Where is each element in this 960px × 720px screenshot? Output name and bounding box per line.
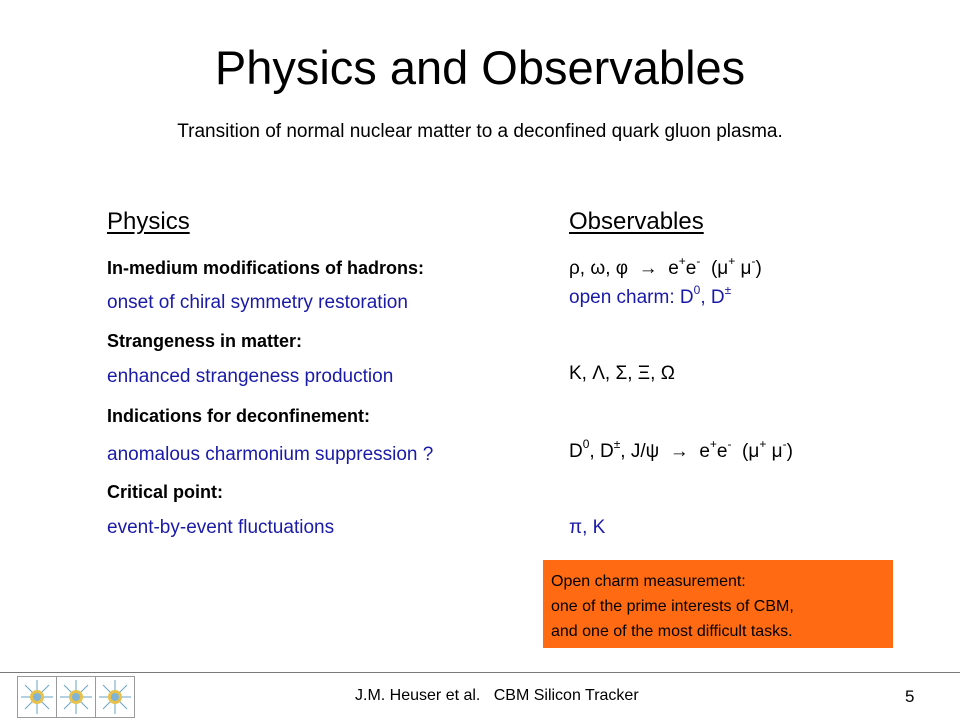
cbm-logo-icon — [17, 676, 135, 718]
physics-item-detail: anomalous charmonium suppression ? — [107, 444, 434, 465]
page-number: 5 — [905, 687, 915, 706]
footer-divider — [0, 672, 960, 673]
observables-column-heading: Observables — [569, 208, 704, 235]
physics-item-heading: Strangeness in matter: — [107, 331, 303, 351]
physics-item-detail: event-by-event fluctuations — [107, 517, 335, 538]
physics-item-heading: In-medium modifications of hadrons: — [107, 258, 425, 278]
physics-item-detail: onset of chiral symmetry restoration — [107, 292, 408, 313]
vector-mesons: ρ, ω, φ — [569, 258, 629, 279]
slide-title: Physics and Observables — [214, 41, 746, 94]
observable-critical-point: π, K — [569, 517, 606, 538]
observable-dilepton-line: ρ, ω, φ → e+e- (μ+ μ-) — [569, 254, 762, 279]
callout-line: one of the prime interests of CBM, — [551, 598, 794, 615]
physics-column-heading: Physics — [107, 208, 190, 235]
open-charm-callout — [543, 560, 893, 648]
callout-line: and one of the most difficult tasks. — [551, 623, 793, 640]
footer-project: CBM Silicon Tracker — [493, 687, 639, 704]
observable-open-charm: open charm: $D^0$, D± — [569, 283, 732, 308]
footer-citation — [355, 687, 639, 705]
arrow-symbol: → — [638, 258, 658, 279]
physics-item-heading: Indications for deconfinement: — [107, 406, 371, 426]
slide-subtitle: Transition of normal nuclear matter to a deconfined quark gluon plasma. — [177, 121, 783, 142]
footer-author: J.M. Heuser et al. — [355, 687, 481, 704]
physics-item-heading: Critical point: — [107, 482, 223, 502]
observable-strange-hadrons: K, Λ, Σ, Ξ, Ω — [569, 363, 675, 384]
physics-item-detail: enhanced strangeness production — [107, 366, 394, 387]
arrow-symbol: → — [669, 441, 689, 462]
observable-charmonium: $D^0$, D±, J/ψ → e+e- (μ+ μ-) — [569, 437, 793, 462]
callout-line: Open charm measurement: — [551, 573, 746, 590]
